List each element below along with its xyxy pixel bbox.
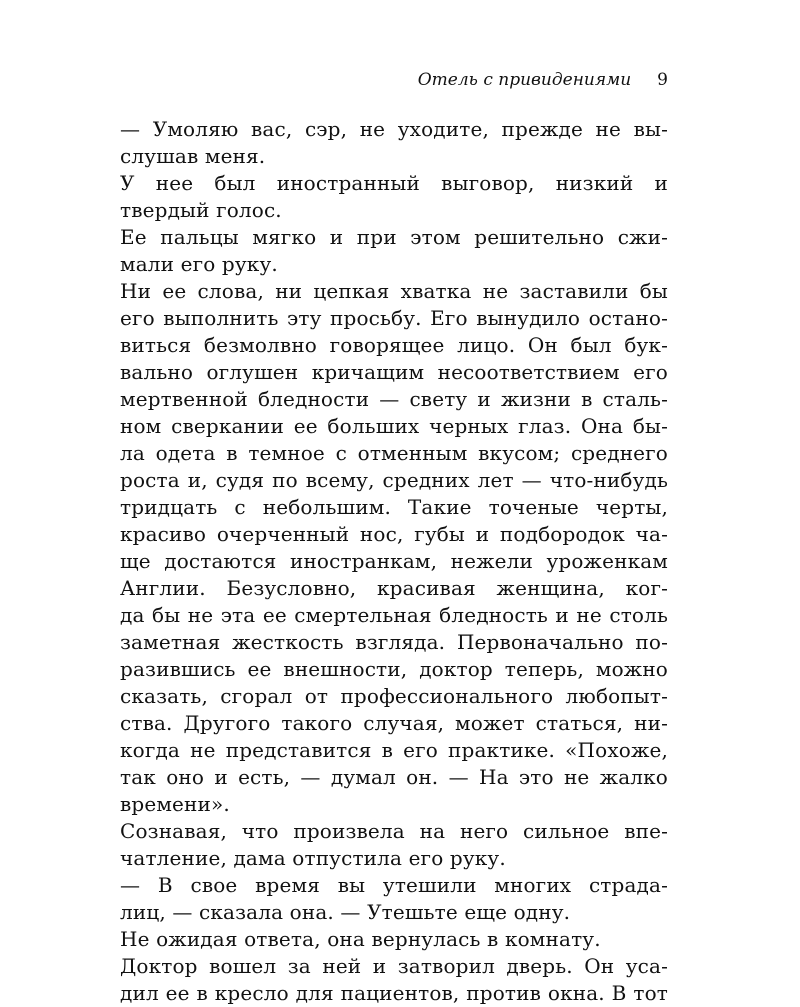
paragraph bbox=[120, 116, 668, 170]
text-line: так оно и есть, — думал он. — На это не жалко bbox=[120, 765, 668, 789]
paragraph bbox=[120, 872, 668, 926]
text-line: тридцать с небольшим. Такие точеные черты, bbox=[120, 495, 668, 519]
text-line: лиц, — сказала она. — Утешьте еще одну. bbox=[120, 900, 571, 924]
text-line: его выполнить эту просьбу. Его вынудило остано- bbox=[120, 306, 668, 330]
text-line: заметная жесткость взгляда. Первоначально по- bbox=[120, 630, 668, 654]
text-line: мали его руку. bbox=[120, 252, 278, 276]
text-line: мертвенной бледности — свету и жизни в сталь- bbox=[120, 387, 668, 411]
text-line: Ни ее слова, ни цепкая хватка не заставили бы bbox=[120, 279, 668, 303]
body-text bbox=[120, 116, 668, 1007]
text-line: ном сверкании ее больших черных глаз. Она бы- bbox=[120, 414, 668, 438]
text-line: вально оглушен кричащим несоответствием его bbox=[120, 360, 668, 384]
text-line: красиво очерченный нос, губы и подбородок ча- bbox=[120, 522, 668, 546]
text-line: виться безмолвно говорящее лицо. Он был бук- bbox=[120, 333, 668, 357]
paragraph bbox=[120, 170, 668, 224]
paragraph bbox=[120, 224, 668, 278]
text-line: У нее был иностранный выговор, низкий и bbox=[120, 171, 668, 195]
text-line: да бы не эта ее смертельная бледность и не столь bbox=[120, 603, 668, 627]
text-line: твердый голос. bbox=[120, 198, 282, 222]
text-line: роста и, судя по всему, средних лет — что-нибудь bbox=[120, 468, 668, 492]
book-page bbox=[120, 70, 668, 1007]
text-line: Доктор вошел за ней и затворил дверь. Он уса- bbox=[120, 954, 668, 978]
paragraph bbox=[120, 278, 668, 818]
text-line: разившись ее внешности, доктор теперь, можно bbox=[120, 657, 668, 681]
paragraph bbox=[120, 953, 668, 1007]
text-line: ла одета в темное с отменным вкусом; среднего bbox=[120, 441, 668, 465]
paragraph bbox=[120, 926, 668, 953]
text-line: сказать, сгорал от профессионального любопыт- bbox=[120, 684, 668, 708]
text-line: — В свое время вы утешили многих страда- bbox=[120, 873, 668, 897]
text-line: Сознавая, что произвела на него сильное впе- bbox=[120, 819, 668, 843]
text-line: чатление, дама отпустила его руку. bbox=[120, 846, 506, 870]
text-line: ще достаются иностранкам, нежели уроженкам bbox=[120, 549, 668, 573]
paragraph bbox=[120, 818, 668, 872]
text-line: когда не представится в его практике. «Похоже, bbox=[120, 738, 668, 762]
running-title: Отель с привидениями bbox=[417, 70, 632, 90]
text-line: — Умоляю вас, сэр, не уходите, прежде не вы- bbox=[120, 117, 668, 141]
text-line: слушав меня. bbox=[120, 144, 266, 168]
text-line: времени». bbox=[120, 792, 230, 816]
text-line: Англии. Безусловно, красивая женщина, ког- bbox=[120, 576, 668, 600]
text-line: Не ожидая ответа, она вернулась в комнату. bbox=[120, 927, 601, 951]
text-line: ства. Другого такого случая, может статься, ни- bbox=[120, 711, 668, 735]
running-header bbox=[120, 70, 668, 104]
page-number: 9 bbox=[657, 70, 668, 90]
text-line: Ее пальцы мягко и при этом решительно сжи- bbox=[120, 225, 668, 249]
text-line: дил ее в кресло для пациентов, против окна. В тот bbox=[120, 981, 668, 1005]
